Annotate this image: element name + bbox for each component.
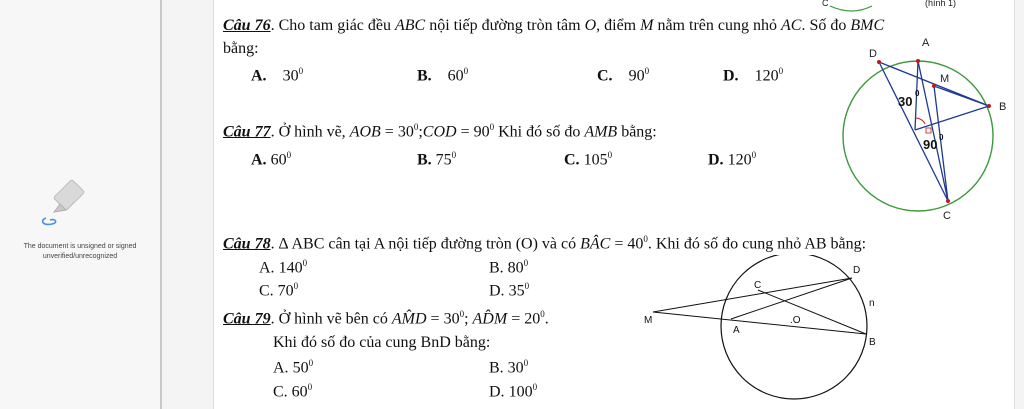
question-78-label: Câu 78 [223, 235, 271, 253]
q78-option-c: C. $70^0$ [259, 281, 299, 300]
svg-text:B: B [999, 101, 1007, 113]
q76-option-d: D. $120^0$ [723, 66, 784, 85]
question-76-line2: bằng: [223, 40, 259, 57]
svg-text:M: M [644, 315, 653, 326]
q77-option-a: A. $60^0$ [251, 150, 292, 169]
q78-option-a: A. $140^0$ [259, 258, 308, 277]
svg-text:n: n [869, 298, 875, 309]
question-79-label: Câu 79 [223, 310, 271, 328]
svg-text:C: C [754, 280, 762, 291]
signature-status-line2: unverified/unrecognized [42, 253, 118, 260]
question-78: Câu 78. ∆ ABC cân tại A nội tiếp đường tròn (O) và có BÂC = $40^0$. Khi đó số đo cung nhỏ AB bằng: [223, 234, 867, 253]
question-77-label: Câu 77 [223, 123, 271, 141]
signature-panel [0, 0, 160, 409]
q77-option-b: B. $75^0$ [417, 150, 457, 169]
fig1-circle [843, 61, 993, 211]
question-77: Câu 77. Ở hình vẽ, AOB = $30^0;COD = 90^0$ Khi đó số đo AMB bằng: [223, 122, 657, 141]
panel-divider [160, 0, 162, 409]
svg-text:0: 0 [915, 89, 920, 98]
question-79-line2: Khi đó số đo của cung BnD bằng: [273, 334, 491, 351]
q79-option-b: B. $30^0$ [489, 358, 529, 377]
q76-option-a: A. $30^0$ [251, 66, 304, 85]
q79-option-d: D. $100^0$ [489, 382, 538, 401]
fig1-caption: (hình 1) [925, 0, 957, 8]
q76-option-b: B. $60^0$ [417, 66, 469, 85]
svg-text:C: C [822, 0, 829, 8]
fig1-angle-30: 30 [898, 94, 913, 109]
svg-text:D: D [869, 48, 877, 60]
document-page [213, 0, 1015, 409]
q78-option-b: B. $80^0$ [489, 258, 529, 277]
question-79: Câu 79. Ở hình vẽ bên có AM̂D = $30^0$; AD̂M = $20^0$. [223, 309, 549, 328]
figure-1-circle-diagram [822, 0, 1012, 230]
fig1-angle-90: 90 [923, 137, 938, 152]
q77-option-c: C. $105^0$ [564, 150, 613, 169]
svg-text:.O: .O [790, 315, 801, 326]
q77-option-d: D. $120^0$ [708, 150, 757, 169]
q78-option-d: D. $35^0$ [489, 281, 530, 300]
question-76-label: Câu 76 [223, 17, 271, 34]
svg-text:A: A [922, 37, 930, 49]
svg-text:C: C [943, 210, 951, 222]
svg-text:0: 0 [939, 133, 944, 142]
signature-pen-icon [36, 178, 96, 230]
svg-text:A: A [733, 325, 740, 336]
svg-text:B: B [869, 337, 876, 348]
q76-option-c: C. $90^0$ [597, 66, 650, 85]
svg-text:D: D [853, 265, 861, 276]
question-76: Câu 76. Cho tam giác đều ABC nội tiếp đường tròn tâm O, điểm M nằm trên cung nhỏ AC. Số đo BMC [223, 17, 885, 34]
q79-option-a: A. $50^0$ [273, 358, 314, 377]
figure-2-secant-diagram [644, 255, 884, 409]
signature-status-line1: The document is unsigned or signed [23, 243, 137, 250]
svg-text:M: M [940, 73, 950, 85]
q79-option-c: C. $60^0$ [273, 382, 313, 401]
